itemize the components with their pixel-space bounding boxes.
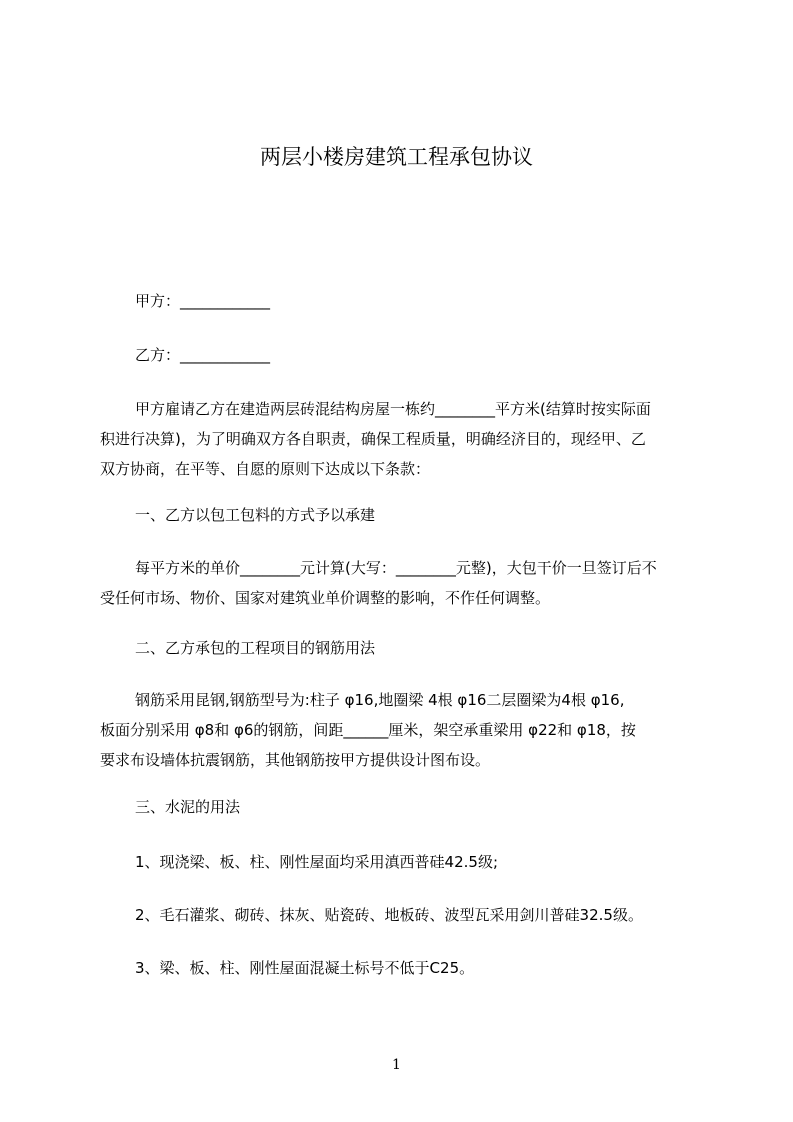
section-3-item-1: 1、现浇梁、板、柱、刚性屋面均采用滇西普硅42.5级; <box>135 853 498 871</box>
intro-line-1: 甲方雇请乙方在建造两层砖混结构房屋一栋约________平方米(结算时按实际面 <box>135 400 651 418</box>
section-2-line-3: 要求布设墙体抗震钢筋，其他钢筋按甲方提供设计图布设。 <box>100 751 491 769</box>
section-3-item-2: 2、毛石灌浆、砌砖、抹灰、贴瓷砖、地板砖、波型瓦采用剑川普硅32.5级。 <box>135 906 643 924</box>
party-b-line: 乙方：____________ <box>135 346 271 364</box>
section-1-paragraph <box>100 553 700 613</box>
section-3-item-3: 3、梁、板、柱、刚性屋面混凝土标号不低于C25。 <box>135 959 475 977</box>
party-a-line: 甲方：____________ <box>135 292 271 310</box>
intro-line-2: 积进行决算)，为了明确双方各自职责，确保工程质量，明确经济目的，现经甲、乙 <box>100 430 646 448</box>
intro-line-3: 双方协商，在平等、自愿的原则下达成以下条款： <box>100 460 431 478</box>
section-1-heading: 一、乙方以包工包料的方式予以承建 <box>135 506 376 524</box>
section-3-heading: 三、水泥的用法 <box>135 798 241 816</box>
section-2-line-1: 钢筋采用昆钢,钢筋型号为:柱子 φ16,地圈梁 4根 φ16二层圈梁为4根 φ16, <box>135 691 625 709</box>
section-2-paragraph <box>100 685 700 775</box>
section-2-line-2: 板面分别采用 φ8和 φ6的钢筋，间距______厘米，架空承重梁用 φ22和 φ18，按 <box>100 721 636 739</box>
section-2-heading: 二、乙方承包的工程项目的钢筋用法 <box>135 639 376 657</box>
section-1-line-2: 受任何市场、物价、国家对建筑业单价调整的影响，不作任何调整。 <box>100 589 551 607</box>
document-title: 两层小楼房建筑工程承包协议 <box>260 145 533 169</box>
intro-paragraph <box>100 394 700 484</box>
section-1-line-1: 每平方米的单价________元计算(大写：________元整)，大包干价一旦签订后不 <box>135 559 657 577</box>
page-number: 1 <box>392 1057 401 1073</box>
